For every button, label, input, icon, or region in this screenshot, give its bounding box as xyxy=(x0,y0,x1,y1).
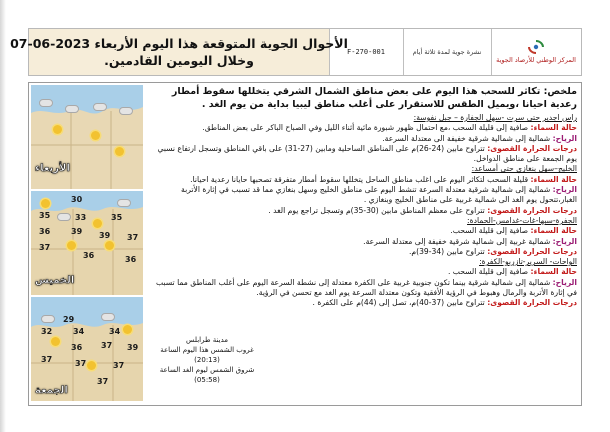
header xyxy=(10,28,582,76)
temp-label: درجات الحرارة القصوى: xyxy=(487,246,577,256)
cloud-icon xyxy=(41,315,55,323)
sky-label: حالة السماء: xyxy=(530,226,577,236)
title-box xyxy=(10,29,348,75)
map-temp: 37 xyxy=(127,233,139,242)
map-label-thursday: الخميس xyxy=(35,275,75,286)
temp-label: درجات الحرارة القصوى: xyxy=(487,205,577,215)
cloud-icon xyxy=(101,313,115,321)
map-label-friday: الجمعة xyxy=(35,385,68,396)
sky-label: حالة السماء: xyxy=(530,174,577,184)
sun-icon xyxy=(123,325,132,334)
map-temp: 35 xyxy=(39,211,51,220)
map-temp: 32 xyxy=(41,327,53,336)
winds-oases: الرياح: شمالية إلى شمالية شرقية بينما تكون جنوبية غربية على الكفرة معتدلة إلى نشطة السرعة اليوم على أغلب المناطق مما تسبب في إثارة الأتربة والرمال وهبوط في الرؤية الأفقية وتكون معتدلة السرعة يوم الغد مع تحسن في الرؤية. xyxy=(156,277,577,298)
page-edge xyxy=(0,0,6,432)
temp-label: درجات الحرارة القصوى: xyxy=(487,143,577,153)
sky-state-west: حالة السماء: صافية إلى قليلة السحب ،مع احتمال ظهور شبورة مائية أثناء الليل وفي الصباح الباكر على بعض المناطق. xyxy=(202,123,577,133)
sun-icon xyxy=(51,337,60,346)
wind-label: الرياح: xyxy=(552,133,577,143)
map-thursday xyxy=(31,191,143,295)
map-temp: 37 xyxy=(39,243,51,252)
sun-icon xyxy=(93,219,102,228)
map-temp: 39 xyxy=(99,231,111,240)
winds-east: الرياح: شمالية إلى شمالية شرقية معتدلة السرعة تنشط اليوم على مناطق الخليج وسهل بنغازي مما قد تسبب في إثارة الأتربة الغبار،تتحول يوم الغد الى شمالية غربية على مناطق الخليج وبنغازي . xyxy=(181,185,577,205)
sky-state-east: حالة السماء: قليلة السحب لتكاثر اليوم على اغلب مناطق الساحل يتخللها سقوط أمطار متفرقة تصحبها حايانا رعدية احيانا. xyxy=(190,174,577,184)
wind-label: الرياح: xyxy=(552,236,577,246)
sun-icon xyxy=(53,125,62,134)
cloud-icon xyxy=(119,107,133,115)
sky-state-oases: حالة السماء: صافية إلى قليلة السحب . xyxy=(447,267,577,277)
region-heading-jufra: الجفرة-سبها-غات-غدامس-الحمادة: xyxy=(467,215,577,225)
map-label-wednesday: الأربعاء xyxy=(35,163,70,174)
temps-west: درجات الحرارة القصوى: تتراوح مابين (24-26)م على المناطق الساحلية ومابين (27-31) على باقي المناطق وتسجل ارتفاع نسبي يوم الجمعة على مناطق الدواخل. xyxy=(157,143,577,164)
map-temp: 30 xyxy=(71,195,83,204)
sun-icon xyxy=(105,241,114,250)
map-friday xyxy=(31,297,143,401)
region-heading-east: الخليج–سهل بنغازي حتى أمساعد: xyxy=(471,164,577,174)
sun-icon xyxy=(115,147,124,156)
temps-east: درجات الحرارة القصوى: تتراوح على معظم المناطق مابين (30-35)م وتسجل تراجع يوم الغد . xyxy=(268,205,577,215)
map-temp: 36 xyxy=(71,343,83,352)
maps-column xyxy=(31,85,143,403)
temps-jufra: درجات الحرارة القصوى: تتراوح مابين (34-39)م. xyxy=(408,246,577,256)
map-temp: 36 xyxy=(83,251,95,260)
forecast-panel xyxy=(28,82,582,406)
map-temp: 34 xyxy=(109,327,121,336)
region-heading-west: راس اجدير حتى سرت -سهل الجفارة – جبل نفوسة: xyxy=(413,113,577,122)
map-temp: 39 xyxy=(71,227,83,236)
map-temp: 33 xyxy=(75,213,87,222)
temps-oases: درجات الحرارة القصوى: تتراوح مابين (37-40)م، تصل إلى (44)م على الكفرة . xyxy=(312,298,577,308)
cloud-icon xyxy=(57,213,71,221)
winds-west: الرياح: شمالية إلى شمالية شرقية خفيفة الى معتدلة السرعة. xyxy=(382,133,577,143)
sun-icon xyxy=(87,361,96,370)
title-line-2: وخلال اليومين القادمين. xyxy=(104,53,254,68)
cloud-icon xyxy=(65,105,79,113)
sun-icon xyxy=(67,241,76,250)
map-temp: 37 xyxy=(97,377,109,386)
sun-times xyxy=(147,335,267,391)
cloud-icon xyxy=(117,199,131,207)
center-logo-icon xyxy=(526,40,546,54)
winds-jufra: الرياح: شمالية غربية إلى شمالية شرقية خفيفة إلى معتدلة السرعة. xyxy=(363,236,577,246)
sky-label: حالة السماء: xyxy=(530,267,577,277)
sunrise-time: شروق الشمس ليوم الغد الساعة (05:58) xyxy=(159,366,255,384)
temp-label: درجات الحرارة القصوى: xyxy=(487,298,577,308)
center-name: المركز الوطني للأرصاد الجوية xyxy=(496,56,576,64)
map-temp: 36 xyxy=(39,227,51,236)
map-temp: 34 xyxy=(73,327,85,336)
bulletin-note: نشرة جوية لمدة ثلاثة أيام xyxy=(403,29,492,75)
summary: ملخص: تكاثر للسحب هذا اليوم على بعض مناطق الشمال الشرقي يتخللها سقوط أمطار رعدية احيانا ،ويميل الطقس للاستقرار على أغلب مناطق ليبيا بداية من يوم الغد . xyxy=(171,86,577,110)
sky-state-jufra: حالة السماء: صافية إلى قليلة السحب. xyxy=(450,226,577,236)
center-block xyxy=(491,29,581,75)
sun-times-city: مدينة طرابلس xyxy=(185,336,229,344)
map-wednesday xyxy=(31,85,143,189)
sun-icon xyxy=(41,199,50,208)
map-temp: 37 xyxy=(41,355,53,364)
map-temp: 39 xyxy=(127,343,139,352)
region-heading-oases: الواحات- السرير-تازربو-الكفرة: xyxy=(479,257,577,267)
map-temp: 37 xyxy=(75,359,87,368)
sunset-time: غروب الشمس هذا اليوم الساعة (20:13) xyxy=(160,346,254,364)
map-temp: 37 xyxy=(113,361,125,370)
map-temp: 29 xyxy=(63,315,75,324)
title-line-1: الأحوال الجوية المتوقعة هذا اليوم الأربعاء 2023-06-07 xyxy=(10,36,348,51)
map-temp: 35 xyxy=(111,213,123,222)
form-code: F-270-001 xyxy=(329,29,404,75)
cloud-icon xyxy=(39,99,53,107)
wind-label: الرياح: xyxy=(552,277,577,287)
wind-label: الرياح: xyxy=(552,185,577,195)
sun-icon xyxy=(91,131,100,140)
map-temp: 36 xyxy=(125,255,137,264)
cloud-icon xyxy=(93,103,107,111)
sky-label: حالة السماء: xyxy=(530,123,577,133)
map-temp: 37 xyxy=(101,341,113,350)
